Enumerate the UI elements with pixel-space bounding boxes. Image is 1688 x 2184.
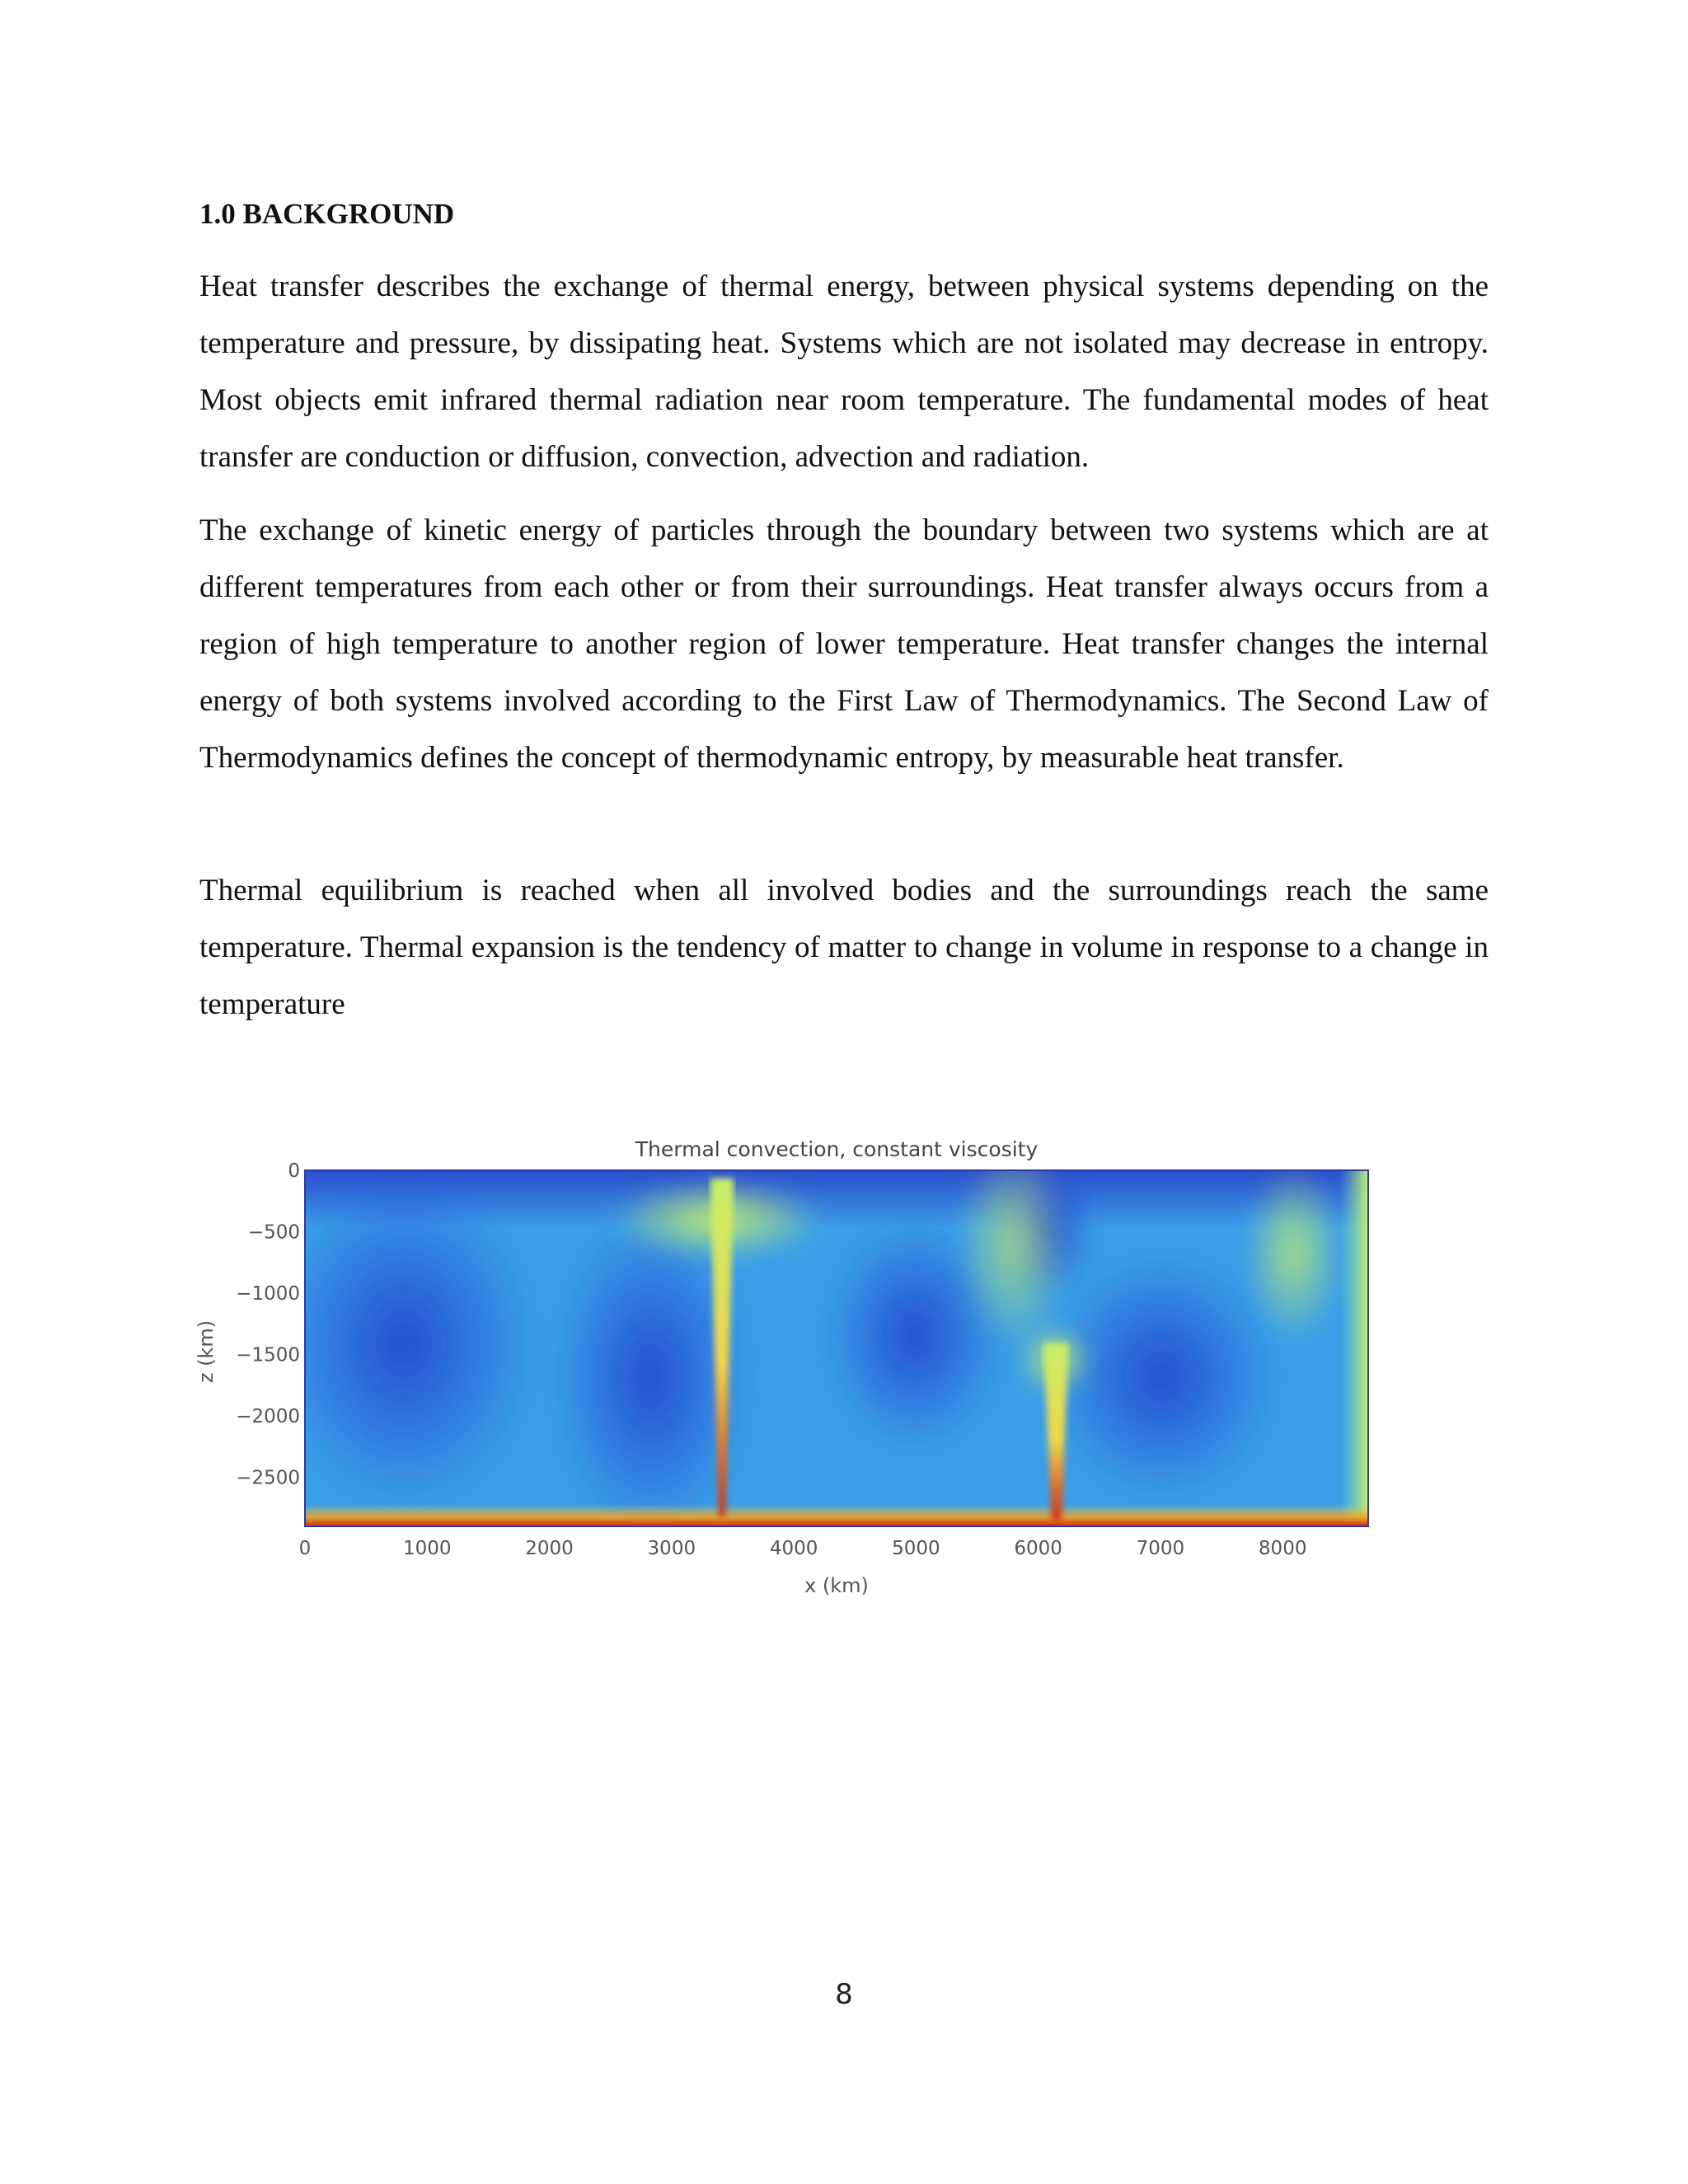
figure-title: Thermal convection, constant viscosity: [635, 1137, 1039, 1161]
paragraph-2: The exchange of kinetic energy of particles through the boundary between two systems which are at different temperatures from each other or from their surroundings. Heat transfer always occurs from a region of high temperature to another region of lower temperature. Heat transfer changes the internal energy of both systems involved according to the First Law of Thermodynamics. The Second Law of Thermodynamics defines the concept of thermodynamic entropy, by measurable heat transfer.: [199, 513, 1489, 775]
paragraph-3: Thermal equilibrium is reached when all involved bodies and the surroundings reach the same temperature. Thermal expansion is the tendency of matter to change in volume in response to a change in temperature: [199, 874, 1489, 1021]
y-axis-ticks: [236, 1160, 300, 1488]
x-tick-label: 8000: [1258, 1538, 1307, 1559]
x-tick-label: 0: [298, 1538, 312, 1559]
x-tick-label: 2000: [525, 1538, 574, 1559]
x-tick-label: 1000: [403, 1538, 452, 1559]
page-number: 8: [835, 1978, 853, 2011]
x-tick-label: 3000: [647, 1538, 696, 1559]
x-tick-label: 7000: [1136, 1538, 1185, 1559]
section-heading: 1.0 BACKGROUND: [199, 198, 455, 230]
y-tick-label: −2500: [236, 1467, 300, 1489]
x-axis-ticks: [299, 1538, 1307, 1559]
convection-figure: [190, 1129, 1376, 1607]
y-axis-label: z (km): [195, 1319, 218, 1384]
y-tick-label: −1500: [236, 1344, 300, 1366]
x-tick-label: 6000: [1014, 1538, 1062, 1559]
y-tick-label: −500: [247, 1221, 300, 1244]
x-axis-label: x (km): [804, 1574, 869, 1597]
y-tick-label: −1000: [236, 1282, 300, 1305]
x-tick-label: 5000: [892, 1538, 940, 1559]
paragraph-1: Heat transfer describes the exchange of thermal energy, between physical systems depending on the temperature and pressure, by dissipating heat. Systems which are not isolated may decrease in entropy. Most objects emit infrared thermal radiation near room temperature. The fundamental modes of heat transfer are conduction or diffusion, convection, advection and radiation.: [199, 269, 1489, 474]
y-tick-label: 0: [288, 1160, 300, 1182]
heatmap-field: [272, 1137, 1368, 1541]
x-tick-label: 4000: [769, 1538, 818, 1559]
y-tick-label: −2000: [236, 1405, 300, 1427]
